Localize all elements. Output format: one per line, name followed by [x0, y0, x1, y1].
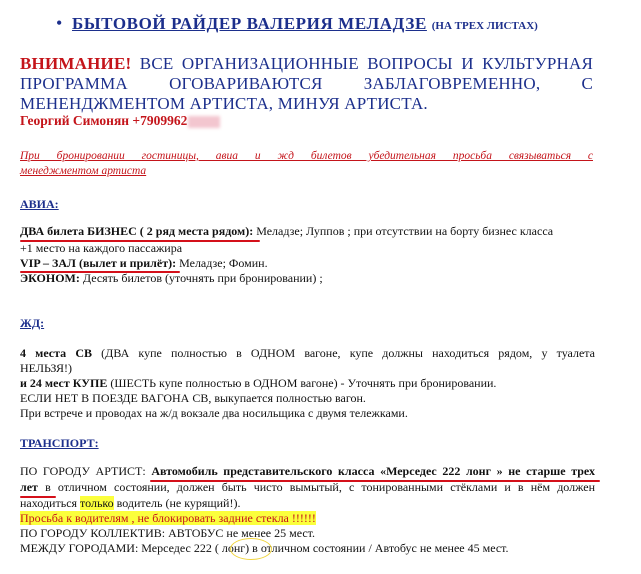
avia-vip-line [20, 256, 268, 271]
title-bullet: • [56, 13, 63, 33]
avia-business-text: Меладзе; Луппов ; при отсутствии на борту бизнес класса [256, 224, 554, 238]
rail-heading: ЖД: [20, 316, 45, 330]
contact-line [20, 113, 220, 129]
warning-label: ВНИМАНИЕ! [20, 54, 132, 73]
rail-porters-line: При встрече и проводах на ж/д вокзале два носильщика с двумя тележками. [20, 406, 408, 420]
rail-kupe-label: и 24 мест КУПЕ [20, 376, 108, 390]
transport-car-line-3 [20, 496, 240, 511]
transport-intercity-a: МЕЖДУ ГОРОДАМИ: Мерседес 222 [20, 541, 212, 555]
avia-vip-text: Меладзе; Фомин. [179, 256, 268, 270]
avia-vip-label: VIP – ЗАЛ (вылет и прилёт): [20, 256, 177, 270]
rail-sv-line [20, 346, 595, 361]
transport-heading: ТРАНСПОРТ: [20, 436, 99, 450]
transport-only-highlight: только [80, 496, 114, 510]
transport-car-text-a: находиться [20, 496, 78, 510]
warning-line-1 [20, 54, 593, 74]
title-suffix: (НА ТРЕХ ЛИСТАХ) [431, 20, 538, 32]
warning-line-2: ПРОГРАММА ОГОВАРИВАЮТСЯ ЗАБЛАГОВРЕМЕННО, С [20, 74, 593, 93]
avia-business-line [20, 224, 553, 239]
warning-text-1: ВСЕ ОРГАНИЗАЦИОННЫЕ ВОПРОСЫ И КУЛЬТУРНАЯ [139, 54, 593, 73]
booking-note-line-1: При бронировании гостиницы, авиа и жд билетов убедительная просьба связываться с [20, 150, 593, 162]
avia-econom-label: ЭКОНОМ: [20, 271, 80, 285]
rail-sv-text: (ДВА купе полностью в ОДНОМ вагоне, купе должны находиться рядом, у туалета [101, 346, 595, 360]
transport-car-condition: в отличном состоянии, должен быть чисто вымытый, с тонированными стёклами и в нём должен [45, 480, 596, 494]
rail-no-sv-line: ЕСЛИ НЕТ В ПОЕЗДЕ ВАГОНА СВ, выкупается полностью вагон. [20, 391, 366, 405]
transport-car-line-2 [20, 480, 595, 495]
transport-car-text-b: водитель (не курящий!). [116, 496, 241, 510]
redacted-phone [188, 116, 220, 128]
transport-long-circle [230, 538, 272, 560]
rail-sv-label: 4 места СВ [20, 346, 92, 360]
transport-drivers-request-line [20, 511, 316, 526]
transport-intercity-b: в отличном состоянии / Автобус не менее 45 мест. [252, 541, 509, 555]
avia-econom-text: Десять билетов (уточнять при бронировании) ; [82, 271, 323, 285]
rail-kupe-text: (ШЕСТЬ купе полностью в ОДНОМ вагоне) - Уточнять при бронировании. [110, 376, 497, 390]
transport-artist-line [20, 464, 595, 479]
page-title [72, 14, 538, 34]
contact-text: Георгий Симонян +7909962 [20, 113, 188, 128]
avia-heading: АВИА: [20, 197, 59, 211]
transport-artist-label: ПО ГОРОДУ АРТИСТ: [20, 464, 146, 478]
transport-drivers-request: Просьба к водителям , не блокировать задние стекла !!!!!! [20, 511, 316, 525]
transport-car-text: Автомобиль представительского класса «Мерседес 222 лонг » не старше трех [151, 464, 595, 478]
transport-intercity-long: ( лонг) [214, 541, 250, 555]
avia-business-line-2: +1 место на каждого пассажира [20, 241, 183, 255]
transport-car-years: лет [20, 480, 38, 494]
warning-line-3: МЕНЕНДЖМЕНТОМ АРТИСТА, МИНУЯ АРТИСТА. [20, 94, 428, 113]
transport-collective-line: ПО ГОРОДУ КОЛЛЕКТИВ: АВТОБУС не менее 25 мест. [20, 526, 316, 540]
rail-kupe-line [20, 376, 496, 391]
rail-sv-line-2: НЕЛЬЗЯ!) [20, 361, 72, 375]
avia-econom-line [20, 271, 323, 286]
title-main: БЫТОВОЙ РАЙДЕР ВАЛЕРИЯ МЕЛАДЗЕ [72, 14, 427, 33]
booking-note-line-2: менеджментом артиста [20, 165, 147, 177]
avia-business-label: ДВА билета БИЗНЕС ( 2 ряд места рядом): [20, 224, 254, 238]
